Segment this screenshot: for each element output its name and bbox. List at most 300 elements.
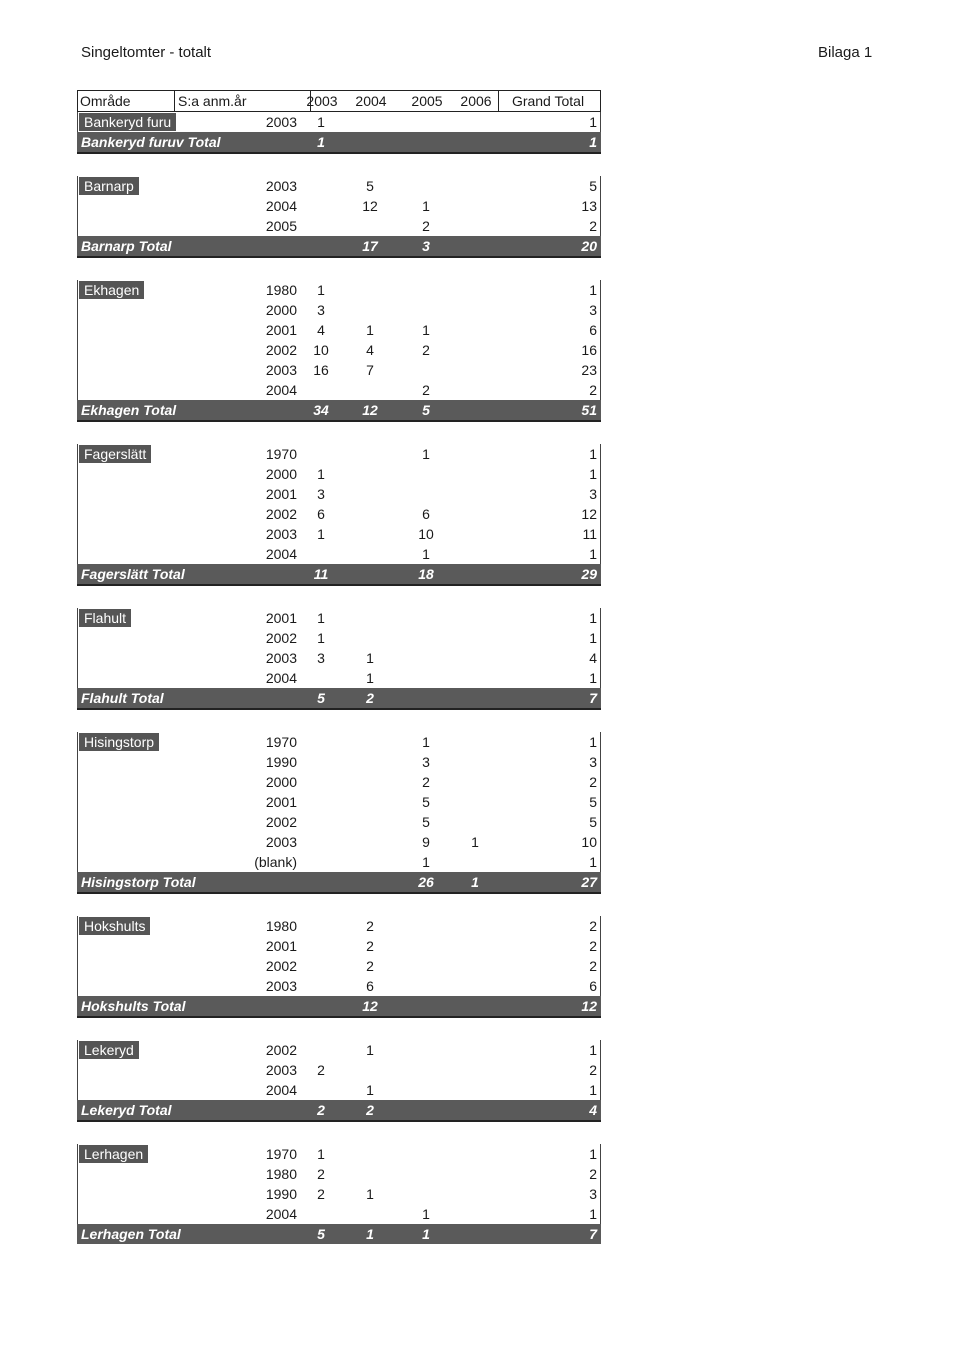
area-label: Hisingstorp [79, 733, 159, 751]
value-2005 [399, 360, 453, 380]
table-row [77, 340, 601, 360]
total-value-2003: 1 [317, 134, 325, 150]
row-border [77, 176, 78, 196]
total-value-2003: 5 [317, 690, 325, 706]
value-2005: 1 [422, 546, 430, 562]
value-2004 [343, 1204, 397, 1224]
area-name [79, 608, 175, 628]
area-name [79, 112, 175, 132]
value-2004: 1 [366, 1042, 374, 1058]
value-2006 [453, 608, 497, 628]
total-row [77, 996, 601, 1016]
year-value: 2002 [265, 506, 297, 522]
value-2004 [343, 484, 397, 504]
table-row [77, 648, 601, 668]
table-row [77, 1060, 601, 1080]
row-border [600, 832, 601, 852]
row-border [77, 752, 78, 772]
row-border [600, 216, 601, 236]
table-row [77, 484, 601, 504]
total-value-2004 [343, 872, 397, 892]
value-grand-total: 1 [589, 546, 597, 562]
area-label: Flahult [79, 609, 131, 627]
total-value-grand-total: 29 [581, 566, 597, 582]
table-row [77, 1204, 601, 1224]
total-value-2004: 1 [366, 1226, 374, 1242]
row-border [600, 852, 601, 872]
year-value: 2001 [265, 610, 297, 626]
value-2004 [343, 504, 397, 524]
value-2004 [343, 544, 397, 564]
value-grand-total: 13 [581, 198, 597, 214]
row-border [600, 792, 601, 812]
row-border [77, 1060, 78, 1080]
total-value-2005 [399, 688, 453, 708]
total-label: Flahult Total [81, 690, 164, 706]
value-2004: 1 [366, 650, 374, 666]
row-border [77, 648, 78, 668]
value-2005: 5 [422, 814, 430, 830]
total-value-2005: 5 [422, 402, 430, 418]
group-separator [77, 1016, 601, 1040]
total-value-grand-total: 51 [581, 402, 597, 418]
table-row [77, 1184, 601, 1204]
value-2004: 7 [366, 362, 374, 378]
value-2005: 6 [422, 506, 430, 522]
row-border [600, 320, 601, 340]
value-grand-total: 2 [589, 774, 597, 790]
value-grand-total: 2 [589, 938, 597, 954]
total-value-2006 [453, 1224, 497, 1244]
value-2004 [343, 1060, 397, 1080]
value-grand-total: 10 [581, 834, 597, 850]
value-2005 [399, 1184, 453, 1204]
total-value-2006 [453, 132, 497, 152]
year-value: 2002 [265, 814, 297, 830]
value-2006 [453, 732, 497, 752]
value-grand-total: 1 [589, 630, 597, 646]
value-2005: 1 [422, 1206, 430, 1222]
row-border [600, 280, 601, 300]
value-2003 [299, 916, 343, 936]
total-label: Barnarp Total [81, 238, 172, 254]
year-value: 2003 [265, 362, 297, 378]
table-row [77, 852, 601, 872]
value-grand-total: 11 [582, 526, 597, 542]
value-2006 [453, 852, 497, 872]
value-grand-total: 2 [589, 1166, 597, 1182]
total-value-2005 [399, 132, 453, 152]
group-separator [77, 152, 601, 176]
value-grand-total: 16 [581, 342, 597, 358]
value-2004: 1 [366, 1082, 374, 1098]
value-grand-total: 3 [589, 1186, 597, 1202]
value-2004 [343, 1164, 397, 1184]
year-value: 1970 [265, 1146, 297, 1162]
area-name [79, 176, 175, 196]
value-2005: 2 [422, 218, 430, 234]
area-name [79, 916, 175, 936]
year-value: 2001 [265, 486, 297, 502]
value-2006 [453, 936, 497, 956]
row-border [600, 112, 601, 132]
value-2004 [343, 112, 397, 132]
total-value-2004: 2 [366, 1102, 374, 1118]
year-value: 2003 [265, 978, 297, 994]
total-label: Ekhagen Total [81, 402, 177, 418]
row-border [600, 176, 601, 196]
table-row [77, 216, 601, 236]
row-border [600, 1144, 601, 1164]
value-2005 [399, 976, 453, 996]
row-border [600, 628, 601, 648]
value-2005 [399, 112, 453, 132]
value-2003: 1 [317, 466, 325, 482]
value-2006 [453, 1080, 497, 1100]
table-row [77, 544, 601, 564]
row-border [77, 300, 78, 320]
value-2004 [343, 300, 397, 320]
value-2005: 1 [422, 446, 430, 462]
total-value-grand-total: 7 [589, 690, 597, 706]
value-2003 [299, 956, 343, 976]
value-grand-total: 1 [589, 1146, 597, 1162]
value-2003 [299, 832, 343, 852]
value-2004 [343, 628, 397, 648]
table-row [77, 464, 601, 484]
total-value-2006 [453, 236, 497, 256]
year-value: 1980 [265, 918, 297, 934]
year-value: 2004 [265, 1082, 297, 1098]
value-2004 [343, 812, 397, 832]
value-2004 [343, 752, 397, 772]
table-row [77, 360, 601, 380]
value-2003: 16 [313, 362, 329, 378]
total-value-2005 [399, 996, 453, 1016]
value-2005 [399, 1040, 453, 1060]
area-label: Lekeryd [79, 1041, 139, 1059]
value-2004: 2 [366, 938, 374, 954]
year-value: 2001 [265, 794, 297, 810]
year-value: 2002 [265, 958, 297, 974]
row-border [77, 1144, 78, 1164]
row-border [600, 1164, 601, 1184]
table-row [77, 752, 601, 772]
group-separator [77, 420, 601, 444]
row-border [77, 216, 78, 236]
value-2004 [343, 380, 397, 400]
table-row [77, 196, 601, 216]
table-row [77, 916, 601, 936]
row-border [600, 464, 601, 484]
row-border [600, 916, 601, 936]
row-border [600, 772, 601, 792]
group-separator [77, 892, 601, 916]
value-2005: 1 [422, 854, 430, 870]
value-2003: 6 [317, 506, 325, 522]
value-2005 [399, 280, 453, 300]
year-value: 2002 [265, 1042, 297, 1058]
total-label: Lekeryd Total [81, 1102, 172, 1118]
total-value-2004 [343, 132, 397, 152]
area-label: Barnarp [79, 177, 139, 195]
value-2005: 10 [418, 526, 434, 542]
row-border [77, 1184, 78, 1204]
row-border [77, 484, 78, 504]
row-border [77, 668, 78, 688]
value-2004 [343, 280, 397, 300]
year-value: 1990 [265, 1186, 297, 1202]
value-2004: 6 [366, 978, 374, 994]
total-value-2006 [453, 400, 497, 420]
value-2005 [399, 176, 453, 196]
total-row [77, 400, 601, 420]
value-grand-total: 3 [589, 486, 597, 502]
year-value: 2003 [265, 178, 297, 194]
value-2003 [299, 216, 343, 236]
value-2003: 4 [317, 322, 325, 338]
row-border [600, 648, 601, 668]
row-border [600, 504, 601, 524]
table-row [77, 832, 601, 852]
row-border [77, 852, 78, 872]
row-border [600, 524, 601, 544]
year-value: 1990 [265, 754, 297, 770]
row-border [600, 668, 601, 688]
value-2003 [299, 668, 343, 688]
row-border [77, 832, 78, 852]
table-row [77, 668, 601, 688]
value-2004 [343, 832, 397, 852]
value-2005 [399, 300, 453, 320]
row-border [600, 976, 601, 996]
value-2006 [453, 444, 497, 464]
total-value-2005: 3 [422, 238, 430, 254]
value-2005 [399, 916, 453, 936]
value-grand-total: 3 [589, 302, 597, 318]
year-value: (blank) [254, 854, 297, 870]
total-value-2003: 34 [313, 402, 329, 418]
year-value: 2004 [265, 670, 297, 686]
total-value-2003: 11 [313, 566, 329, 582]
value-2004: 1 [366, 670, 374, 686]
value-grand-total: 2 [589, 958, 597, 974]
row-border [77, 320, 78, 340]
table-row [77, 1144, 601, 1164]
value-2006 [453, 1204, 497, 1224]
value-grand-total: 3 [589, 754, 597, 770]
total-row [77, 1100, 601, 1120]
year-value: 1970 [265, 446, 297, 462]
year-value: 2002 [265, 630, 297, 646]
table-row [77, 628, 601, 648]
value-2003: 3 [317, 486, 325, 502]
header-2004: 2004 [355, 93, 387, 109]
year-value: 2004 [265, 198, 297, 214]
row-border [77, 1080, 78, 1100]
year-value: 2002 [265, 342, 297, 358]
group-separator [77, 584, 601, 608]
value-2006 [453, 1164, 497, 1184]
value-grand-total: 1 [589, 610, 597, 626]
value-grand-total: 1 [589, 1082, 597, 1098]
row-border [600, 360, 601, 380]
table-row [77, 320, 601, 340]
area-label: Ekhagen [79, 281, 144, 299]
value-2005: 2 [422, 342, 430, 358]
table-row [77, 444, 601, 464]
year-value: 2003 [265, 114, 297, 130]
header-omrade: Område [80, 93, 131, 109]
group-separator [77, 708, 601, 732]
value-2005: 1 [422, 198, 430, 214]
value-2006 [453, 772, 497, 792]
value-2005: 3 [422, 754, 430, 770]
value-2006 [453, 628, 497, 648]
value-grand-total: 5 [589, 814, 597, 830]
row-border [77, 936, 78, 956]
pivot-table [77, 90, 601, 1244]
value-2006 [453, 916, 497, 936]
value-grand-total: 2 [589, 918, 597, 934]
value-2004: 1 [366, 1186, 374, 1202]
value-2006 [453, 1144, 497, 1164]
value-2006 [453, 752, 497, 772]
value-grand-total: 1 [589, 446, 597, 462]
value-grand-total: 4 [589, 650, 597, 666]
value-2003 [299, 936, 343, 956]
area-name [79, 1040, 175, 1060]
value-2005: 2 [422, 774, 430, 790]
row-border [600, 956, 601, 976]
total-value-grand-total: 4 [589, 1102, 597, 1118]
value-2005 [399, 648, 453, 668]
area-label: Lerhagen [79, 1145, 148, 1163]
value-2006: 1 [471, 834, 479, 850]
value-2005: 5 [422, 794, 430, 810]
value-grand-total: 5 [589, 178, 597, 194]
value-2005 [399, 956, 453, 976]
appendix-label: Bilaga 1 [818, 44, 873, 61]
table-header [77, 90, 601, 112]
table-row [77, 976, 601, 996]
year-value: 2000 [265, 774, 297, 790]
total-value-2005: 26 [418, 874, 434, 890]
area-label: Bankeryd furu [79, 113, 176, 131]
area-label: Fagerslätt [79, 445, 151, 463]
value-2005 [399, 1164, 453, 1184]
value-2006 [453, 280, 497, 300]
value-2004 [343, 608, 397, 628]
value-2005 [399, 1080, 453, 1100]
value-2004 [343, 1144, 397, 1164]
value-grand-total: 1 [589, 854, 597, 870]
table-row [77, 280, 601, 300]
row-border [77, 628, 78, 648]
value-2003 [299, 176, 343, 196]
row-border [600, 380, 601, 400]
row-border [600, 1184, 601, 1204]
value-2006 [453, 1040, 497, 1060]
row-border [600, 752, 601, 772]
total-value-grand-total: 27 [581, 874, 597, 890]
value-grand-total: 1 [589, 1206, 597, 1222]
value-2006 [453, 380, 497, 400]
value-2004: 4 [366, 342, 374, 358]
year-value: 2001 [265, 322, 297, 338]
value-2003 [299, 1040, 343, 1060]
value-2003 [299, 1204, 343, 1224]
total-value-2004: 17 [362, 238, 378, 254]
area-name [79, 444, 175, 464]
header-2003: 2003 [306, 93, 338, 109]
row-border [77, 916, 78, 936]
value-2006 [453, 544, 497, 564]
value-2003 [299, 444, 343, 464]
value-2004 [343, 772, 397, 792]
year-value: 2001 [265, 938, 297, 954]
value-grand-total: 1 [589, 734, 597, 750]
total-value-2004 [343, 564, 397, 584]
table-row [77, 1080, 601, 1100]
value-2006 [453, 668, 497, 688]
value-2005 [399, 1060, 453, 1080]
table-row [77, 380, 601, 400]
total-row [77, 564, 601, 584]
table-row [77, 608, 601, 628]
value-2003 [299, 196, 343, 216]
area-label: Hokshults [79, 917, 150, 935]
value-grand-total: 12 [581, 506, 597, 522]
total-label: Hokshults Total [81, 998, 186, 1014]
value-2003: 2 [317, 1166, 325, 1182]
header-year: S:a anm.år [178, 93, 247, 109]
row-border [77, 380, 78, 400]
total-row [77, 132, 601, 152]
row-border [77, 1040, 78, 1060]
value-2003 [299, 380, 343, 400]
area-name [79, 280, 175, 300]
value-2005 [399, 628, 453, 648]
table-row [77, 1040, 601, 1060]
value-2003 [299, 792, 343, 812]
value-2006 [453, 976, 497, 996]
value-grand-total: 2 [589, 218, 597, 234]
year-value: 2003 [265, 526, 297, 542]
row-border [77, 112, 78, 132]
value-2003 [299, 732, 343, 752]
row-border [77, 504, 78, 524]
value-2003: 3 [317, 302, 325, 318]
total-value-grand-total: 7 [589, 1226, 597, 1242]
header-2005: 2005 [411, 93, 443, 109]
row-border [77, 464, 78, 484]
value-2006 [453, 196, 497, 216]
value-grand-total: 1 [589, 282, 597, 298]
value-2004 [343, 444, 397, 464]
value-2003 [299, 772, 343, 792]
value-2005: 9 [422, 834, 430, 850]
total-value-2005: 1 [422, 1226, 430, 1242]
total-row [77, 236, 601, 256]
row-border [600, 1040, 601, 1060]
value-2005 [399, 1144, 453, 1164]
page-title: Singeltomter - totalt [81, 44, 212, 61]
total-row [77, 872, 601, 892]
value-2004 [343, 792, 397, 812]
row-border [600, 544, 601, 564]
area-name [79, 732, 175, 752]
